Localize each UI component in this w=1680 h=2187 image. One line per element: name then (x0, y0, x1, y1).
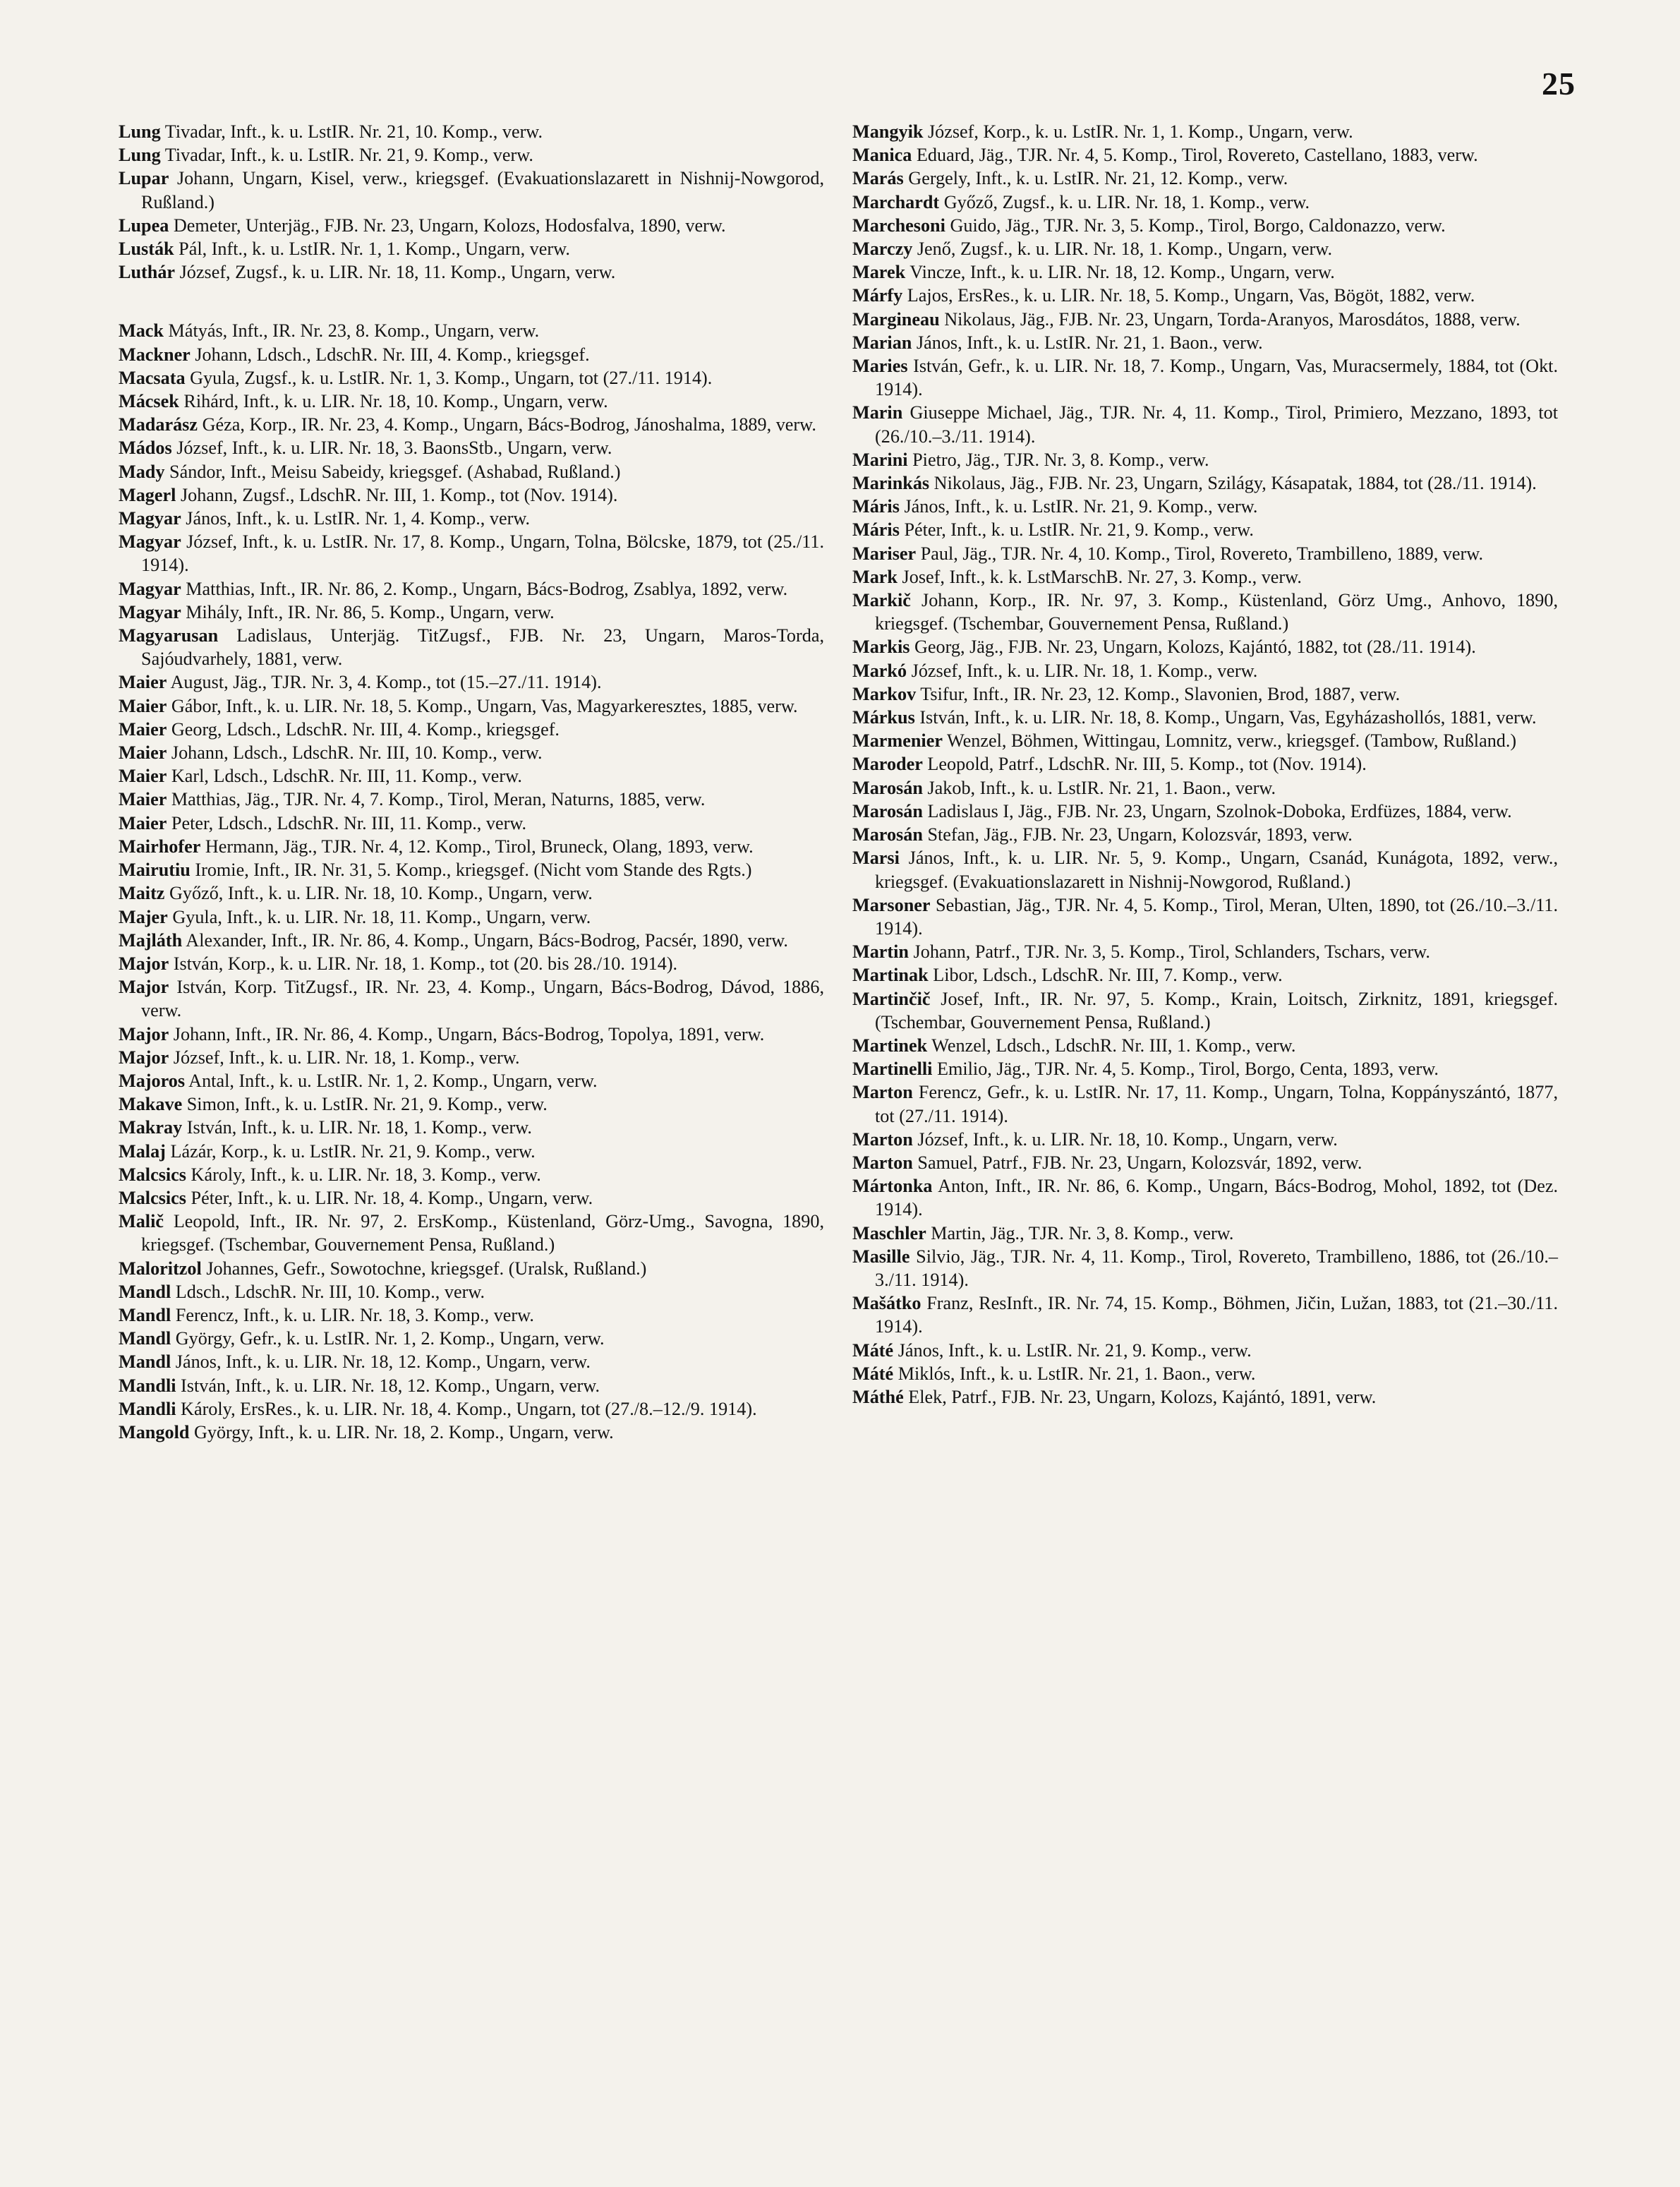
entry-details: Josef, Inft., IR. Nr. 97, 5. Komp., Krain, Loitsch, Zirknitz, 1891, kriegsgef. (Tschembar, Gouvernement Pensa, Rußland.) (875, 988, 1558, 1032)
entry-details: Matthias, Inft., IR. Nr. 86, 2. Komp., Ungarn, Bács-Bodrog, Zsablya, 1892, verw. (186, 578, 788, 599)
entry-surname: Markov (852, 683, 917, 704)
register-entry (852, 354, 1558, 401)
entry-surname: Lung (119, 121, 161, 142)
entry-details: Johann, Zugsf., LdschR. Nr. III, 1. Komp., tot (Nov. 1914). (180, 484, 618, 505)
entry-surname: Martin (852, 941, 909, 963)
entry-details: János, Inft., k. u. LstIR. Nr. 21, 9. Komp., verw. (898, 1339, 1252, 1361)
entry-surname: Mácsek (119, 391, 179, 412)
entry-surname: Major (119, 977, 169, 998)
register-entry (119, 975, 824, 1022)
entry-details: Nikolaus, Jäg., FJB. Nr. 23, Ungarn, Torda-Aranyos, Marosdátos, 1888, verw. (944, 308, 1521, 330)
entry-details: Gyula, Inft., k. u. LIR. Nr. 18, 11. Komp., Ungarn, verw. (172, 906, 591, 927)
register-entry (852, 471, 1558, 495)
register-entry (119, 835, 824, 858)
entry-surname: Máris (852, 496, 900, 517)
register-entry (852, 987, 1558, 1034)
entry-surname: Maroder (852, 754, 923, 775)
entry-surname: Mandli (119, 1398, 176, 1419)
entry-surname: Markis (852, 637, 910, 658)
entry-details: Peter, Ldsch., LdschR. Nr. III, 11. Komp., verw. (171, 812, 527, 833)
entry-surname: Mašátko (852, 1293, 921, 1314)
entry-surname: Márkus (852, 707, 915, 728)
register-entry (119, 1186, 824, 1210)
entry-surname: Máté (852, 1339, 894, 1361)
entry-details: Nikolaus, Jäg., FJB. Nr. 23, Ungarn, Szilágy, Kásapatak, 1884, tot (28./11. 1914). (933, 473, 1537, 494)
entry-surname: Marin (852, 402, 903, 423)
register-entry (119, 319, 824, 342)
entry-surname: Mady (119, 461, 165, 482)
entry-details: Mátyás, Inft., IR. Nr. 23, 8. Komp., Ungarn, verw. (168, 320, 540, 342)
entry-surname: Mairhofer (119, 836, 201, 857)
entry-details: Gergely, Inft., k. u. LstIR. Nr. 21, 12. Komp., verw. (908, 168, 1288, 189)
entry-surname: Marchesoni (852, 215, 945, 236)
register-entry (852, 800, 1558, 823)
register-entry (119, 1374, 824, 1397)
entry-details: Jakob, Inft., k. u. LstIR. Nr. 21, 1. Baon., verw. (927, 777, 1276, 798)
register-entry (852, 237, 1558, 260)
entry-surname: Mariser (852, 543, 917, 564)
entry-details: István, Inft., k. u. LIR. Nr. 18, 1. Komp., verw. (186, 1117, 532, 1138)
register-entry (119, 1257, 824, 1280)
register-entry (119, 1023, 824, 1046)
register-entry (852, 635, 1558, 658)
entry-surname: Magyar (119, 578, 181, 599)
entry-details: István, Gefr., k. u. LIR. Nr. 18, 7. Komp., Ungarn, Vas, Muracsermely, 1884, tot (Okt. 1914). (875, 356, 1558, 400)
entry-details: Simon, Inft., k. u. LstIR. Nr. 21, 9. Komp., verw. (186, 1094, 548, 1115)
entry-details: György, Inft., k. u. LIR. Nr. 18, 2. Komp., Ungarn, verw. (193, 1421, 614, 1442)
entry-details: István, Inft., k. u. LIR. Nr. 18, 12. Komp., Ungarn, verw. (181, 1375, 600, 1396)
register-entry (119, 1421, 824, 1444)
register-entry (852, 308, 1558, 331)
register-entry (852, 260, 1558, 284)
register-entry (119, 260, 824, 284)
entry-details: János, Inft., k. u. LstIR. Nr. 21, 9. Komp., verw. (904, 496, 1258, 517)
register-entry (119, 812, 824, 835)
entry-details: Károly, ErsRes., k. u. LIR. Nr. 18, 4. Komp., Ungarn, tot (27./8.–12./9. 1914). (181, 1398, 757, 1419)
entry-details: Gyula, Zugsf., k. u. LstIR. Nr. 1, 3. Komp., Ungarn, tot (27./11. 1914). (190, 367, 713, 388)
register-entry (852, 1174, 1558, 1221)
entry-surname: Máté (852, 1363, 894, 1384)
register-entry (119, 507, 824, 530)
register-entry (852, 401, 1558, 447)
entry-surname: Mangold (119, 1421, 190, 1442)
register-entry (852, 1151, 1558, 1174)
register-entry (119, 764, 824, 788)
register-entry (119, 530, 824, 577)
entry-surname: Marás (852, 168, 904, 189)
register-entry (852, 331, 1558, 354)
entry-surname: Maier (119, 742, 167, 764)
register-entry (119, 1397, 824, 1421)
register-entry (852, 1362, 1558, 1385)
register-entry (119, 670, 824, 694)
entry-details: Sebastian, Jäg., TJR. Nr. 4, 5. Komp., Tirol, Meran, Ulten, 1890, tot (26./10.–3./11. 1914). (875, 894, 1558, 939)
entry-details: Jenő, Zugsf., k. u. LIR. Nr. 18, 1. Komp., Ungarn, verw. (917, 239, 1333, 260)
register-entry (119, 858, 824, 881)
entry-surname: Mack (119, 320, 164, 342)
entry-details: Sándor, Inft., Meisu Sabeidy, kriegsgef. (Ashabad, Rußland.) (169, 461, 621, 482)
register-entry (852, 1057, 1558, 1080)
entry-surname: Mandl (119, 1351, 171, 1373)
entry-surname: Maloritzol (119, 1258, 202, 1279)
register-entry (119, 952, 824, 975)
entry-details: Miklós, Inft., k. u. LstIR. Nr. 21, 1. Baon., verw. (898, 1363, 1256, 1384)
entry-details: August, Jäg., TJR. Nr. 3, 4. Komp., tot (15.–27./11. 1914). (170, 672, 602, 693)
entry-details: Libor, Ldsch., LdschR. Nr. III, 7. Komp., verw. (933, 965, 1283, 986)
register-entry (852, 565, 1558, 589)
entry-details: Lázár, Korp., k. u. LstIR. Nr. 21, 9. Komp., verw. (170, 1140, 536, 1162)
register-entry (852, 893, 1558, 940)
entry-details: Győző, Inft., k. u. LIR. Nr. 18, 10. Komp., Ungarn, verw. (169, 883, 593, 904)
entry-details: Samuel, Patrf., FJB. Nr. 23, Ungarn, Kolozsvár, 1892, verw. (917, 1152, 1362, 1173)
entry-surname: Martinek (852, 1035, 928, 1056)
entry-details: Tsifur, Inft., IR. Nr. 23, 12. Komp., Slavonien, Brod, 1887, verw. (920, 683, 1401, 704)
entry-surname: Marmenier (852, 730, 943, 752)
entry-details: József, Zugsf., k. u. LIR. Nr. 18, 11. Komp., Ungarn, verw. (179, 262, 616, 283)
entry-surname: Magyar (119, 508, 181, 529)
entry-surname: Mandl (119, 1281, 171, 1302)
entry-surname: Mandl (119, 1328, 171, 1349)
entry-details: Ladislaus, Unterjäg. TitZugsf., FJB. Nr. 23, Ungarn, Maros-Torda, Sajóudvarhely, 1881, verw. (141, 625, 824, 670)
entry-details: Iromie, Inft., IR. Nr. 31, 5. Komp., kriegsgef. (Nicht vom Stande des Rgts.) (195, 860, 752, 881)
entry-details: Johannes, Gefr., Sowotochne, kriegsgef. (Uralsk, Rußland.) (206, 1258, 647, 1279)
entry-surname: Maschler (852, 1222, 926, 1243)
entry-surname: Maier (119, 812, 167, 833)
register-entry (119, 624, 824, 670)
register-entry (119, 1327, 824, 1350)
register-entry (852, 823, 1558, 846)
register-entry (852, 214, 1558, 237)
entry-details: György, Gefr., k. u. LstIR. Nr. 1, 2. Komp., Ungarn, verw. (175, 1328, 605, 1349)
entry-surname: Majer (119, 906, 168, 927)
entry-surname: Major (119, 1047, 169, 1068)
register-entry (119, 788, 824, 811)
register-entry (852, 706, 1558, 729)
entry-details: József, Inft., k. u. LIR. Nr. 18, 10. Komp., Ungarn, verw. (917, 1128, 1338, 1150)
register-entry (852, 1080, 1558, 1127)
entry-details: Alexander, Inft., IR. Nr. 86, 4. Komp., Ungarn, Bács-Bodrog, Pacsér, 1890, verw. (186, 929, 788, 951)
register-entry (119, 1163, 824, 1186)
entry-surname: Máris (852, 519, 900, 541)
register-entry (119, 881, 824, 905)
entry-details: Vincze, Inft., k. u. LIR. Nr. 18, 12. Komp., Ungarn, verw. (910, 262, 1335, 283)
entry-surname: Markó (852, 660, 907, 681)
entry-surname: Masille (852, 1246, 910, 1267)
entry-details: Johann, Inft., IR. Nr. 86, 4. Komp., Ungarn, Bács-Bodrog, Topolya, 1891, verw. (173, 1023, 765, 1044)
entry-surname: Mark (852, 566, 898, 587)
entry-details: Pál, Inft., k. u. LstIR. Nr. 1, 1. Komp., Ungarn, verw. (179, 239, 570, 260)
entry-surname: Maier (119, 718, 167, 740)
entry-details: Guido, Jäg., TJR. Nr. 3, 5. Komp., Tirol, Borgo, Caldonazzo, verw. (950, 215, 1446, 236)
register-entry (119, 390, 824, 413)
entry-surname: Mangyik (852, 121, 924, 142)
register-entry (852, 284, 1558, 307)
register-entry (852, 448, 1558, 471)
entry-surname: Malaj (119, 1140, 166, 1162)
register-entry (852, 846, 1558, 893)
entry-surname: Martinak (852, 965, 929, 986)
entry-details: Johann, Patrf., TJR. Nr. 3, 5. Komp., Tirol, Schlanders, Tschars, verw. (913, 941, 1430, 963)
entry-surname: Lung (119, 145, 161, 166)
entry-surname: Maier (119, 789, 167, 810)
register-entry (852, 1034, 1558, 1057)
entry-surname: Markič (852, 590, 911, 611)
entry-surname: Máthé (852, 1386, 904, 1407)
entry-surname: Mackner (119, 344, 191, 365)
entry-surname: Major (119, 953, 169, 974)
register-entry (119, 413, 824, 436)
register-entry (852, 167, 1558, 190)
register-entry (119, 1046, 824, 1069)
register-entry (852, 542, 1558, 565)
entry-details: Pietro, Jäg., TJR. Nr. 3, 8. Komp., verw. (912, 449, 1209, 470)
register-entry (119, 1140, 824, 1163)
entry-details: Hermann, Jäg., TJR. Nr. 4, 12. Komp., Tirol, Bruneck, Olang, 1893, verw. (205, 836, 754, 857)
register-entry (119, 343, 824, 366)
register-entry (852, 940, 1558, 963)
register-entry (119, 694, 824, 718)
entry-details: Károly, Inft., k. u. LIR. Nr. 18, 3. Komp., verw. (191, 1164, 541, 1185)
register-entry (119, 1280, 824, 1303)
entry-surname: Marchardt (852, 191, 940, 212)
entry-surname: Marosán (852, 777, 923, 798)
entry-details: Lajos, ErsRes., k. u. LIR. Nr. 18, 5. Komp., Ungarn, Vas, Bögöt, 1882, verw. (907, 285, 1475, 306)
entry-details: Ferencz, Inft., k. u. LIR. Nr. 18, 3. Komp., verw. (175, 1304, 534, 1325)
entry-surname: Maier (119, 766, 167, 787)
entry-surname: Mádos (119, 438, 172, 459)
entry-details: Leopold, Inft., IR. Nr. 97, 2. ErsKomp., Küstenland, Görz-Umg., Savogna, 1890, kriegsgef. (Tschembar, Gouvernement Pensa, Rußland.) (141, 1211, 824, 1255)
entry-surname: Majláth (119, 929, 183, 951)
register-entry (119, 143, 824, 167)
entry-details: János, Inft., k. u. LIR. Nr. 5, 9. Komp., Ungarn, Csanád, Kunágota, 1892, verw., kriegsgef. (Evakuationslazarett in Nishnij-Nowgorod, Rußland.) (875, 848, 1558, 892)
register-entry (119, 1210, 824, 1256)
entry-surname: Mártonka (852, 1176, 933, 1197)
entry-details: Ldsch., LdschR. Nr. III, 10. Komp., verw. (175, 1281, 485, 1302)
entry-details: József, Korp., k. u. LstIR. Nr. 1, 1. Komp., Ungarn, verw. (927, 121, 1353, 142)
entry-surname: Maier (119, 695, 167, 716)
register-entry (852, 682, 1558, 706)
entry-surname: Malcsics (119, 1164, 186, 1185)
register-entry (119, 237, 824, 260)
entry-details: Antal, Inft., k. u. LstIR. Nr. 1, 2. Komp., Ungarn, verw. (188, 1070, 598, 1091)
left-column (119, 120, 824, 1444)
entry-details: Péter, Inft., k. u. LIR. Nr. 18, 4. Komp., Ungarn, verw. (191, 1187, 593, 1208)
entry-details: István, Korp. TitZugsf., IR. Nr. 23, 4. Komp., Ungarn, Bács-Bodrog, Dávod, 1886, verw. (141, 977, 825, 1021)
entry-details: Stefan, Jäg., FJB. Nr. 23, Ungarn, Kolozsvár, 1893, verw. (927, 824, 1353, 845)
register-entry (119, 601, 824, 624)
entry-details: Wenzel, Böhmen, Wittingau, Lomnitz, verw., kriegsgef. (Tambow, Rußland.) (947, 730, 1517, 752)
register-entry (852, 659, 1558, 682)
register-entry (119, 214, 824, 237)
entry-details: Rihárd, Inft., k. u. LIR. Nr. 18, 10. Komp., Ungarn, verw. (183, 391, 608, 412)
entry-surname: Marton (852, 1152, 913, 1173)
register-entry (119, 460, 824, 483)
entry-details: Wenzel, Ldsch., LdschR. Nr. III, 1. Komp., verw. (931, 1035, 1296, 1056)
entry-surname: Malič (119, 1211, 164, 1232)
register-entry (852, 120, 1558, 143)
entry-details: János, Inft., k. u. LIR. Nr. 18, 12. Komp., Ungarn, verw. (175, 1351, 591, 1373)
entry-surname: Macsata (119, 367, 186, 388)
entry-details: Johann, Korp., IR. Nr. 97, 3. Komp., Küstenland, Görz Umg., Anhovo, 1890, kriegsgef. (Tschembar, Gouvernement Pensa, Rußland.) (875, 590, 1559, 634)
entry-details: Anton, Inft., IR. Nr. 86, 6. Komp., Ungarn, Bács-Bodrog, Mohol, 1892, tot (Dez. 1914). (875, 1176, 1558, 1220)
register-entry (119, 120, 824, 143)
entry-details: József, Inft., k. u. LIR. Nr. 18, 1. Komp., verw. (911, 660, 1258, 681)
entry-surname: Marini (852, 449, 908, 470)
entry-surname: Major (119, 1023, 169, 1044)
register-entry (852, 1291, 1558, 1338)
entry-details: Paul, Jäg., TJR. Nr. 4, 10. Komp., Tirol, Rovereto, Trambilleno, 1889, verw. (920, 543, 1483, 564)
register-entry (119, 1069, 824, 1092)
entry-details: József, Inft., k. u. LIR. Nr. 18, 3. BaonsStb., Ungarn, verw. (176, 438, 612, 459)
page-number: 25 (1542, 66, 1576, 102)
register-entry (119, 1116, 824, 1139)
register-entry (119, 167, 824, 213)
register-entry (852, 589, 1558, 635)
register-entry (119, 929, 824, 952)
entry-surname: Maitz (119, 883, 165, 904)
entry-surname: Majoros (119, 1070, 186, 1091)
register-entry (119, 436, 824, 459)
entry-surname: Magyarusan (119, 625, 219, 646)
entry-details: Tivadar, Inft., k. u. LstIR. Nr. 21, 10. Komp., verw. (164, 121, 543, 142)
entry-details: Eduard, Jäg., TJR. Nr. 4, 5. Komp., Tirol, Rovereto, Castellano, 1883, verw. (916, 145, 1478, 166)
entry-surname: Lupar (119, 168, 169, 189)
entry-details: Franz, ResInft., IR. Nr. 74, 15. Komp., Böhmen, Jičin, Lužan, 1883, tot (21.–30./11. 1914). (875, 1293, 1558, 1337)
register-entry (119, 1092, 824, 1116)
register-entry (852, 518, 1558, 541)
entry-surname: Maier (119, 672, 167, 693)
entry-details: Georg, Ldsch., LdschR. Nr. III, 4. Komp., kriegsgef. (171, 718, 560, 740)
entry-details: Karl, Ldsch., LdschR. Nr. III, 11. Komp., verw. (171, 766, 522, 787)
entry-surname: Maries (852, 356, 908, 377)
register-entry (852, 143, 1558, 167)
register-entry (852, 191, 1558, 214)
entry-details: Josef, Inft., k. k. LstMarschB. Nr. 27, 3. Komp., verw. (902, 566, 1302, 587)
entry-surname: Madarász (119, 414, 198, 435)
entry-details: Matthias, Jäg., TJR. Nr. 4, 7. Komp., Tirol, Meran, Naturns, 1885, verw. (171, 789, 706, 810)
entry-surname: Manica (852, 145, 912, 166)
register-entry (119, 1350, 824, 1373)
entry-surname: Lusták (119, 239, 174, 260)
register-entry (852, 963, 1558, 987)
register-entry (119, 1303, 824, 1327)
entry-surname: Marosán (852, 824, 923, 845)
entry-details: Ladislaus I, Jäg., FJB. Nr. 23, Ungarn, Szolnok-Doboka, Erdfüzes, 1884, verw. (927, 800, 1512, 821)
register-entry (852, 1222, 1558, 1245)
entry-surname: Márfy (852, 285, 903, 306)
register-entry (119, 483, 824, 507)
entry-surname: Marsoner (852, 894, 931, 915)
entry-details: Martin, Jäg., TJR. Nr. 3, 8. Komp., verw. (931, 1222, 1234, 1243)
entry-details: Győző, Zugsf., k. u. LIR. Nr. 18, 1. Komp., verw. (943, 191, 1310, 212)
entry-details: János, Inft., k. u. LstIR. Nr. 21, 1. Baon., verw. (916, 332, 1263, 353)
entry-details: István, Inft., k. u. LIR. Nr. 18, 8. Komp., Ungarn, Vas, Egyházashollós, 1881, verw. (919, 707, 1537, 728)
entry-details: Ferencz, Gefr., k. u. LstIR. Nr. 17, 11. Komp., Ungarn, Tolna, Koppányszántó, 1877, tot (27./11. 1914). (875, 1082, 1559, 1126)
register-entry (852, 752, 1558, 776)
entry-surname: Makave (119, 1094, 183, 1115)
entry-details: Gábor, Inft., k. u. LIR. Nr. 18, 5. Komp., Ungarn, Vas, Magyarkeresztes, 1885, verw. (171, 695, 798, 716)
entry-surname: Marsi (852, 848, 900, 869)
entry-details: Emilio, Jäg., TJR. Nr. 4, 5. Komp., Tirol, Borgo, Centa, 1893, verw. (937, 1059, 1439, 1080)
entry-surname: Mairutiu (119, 860, 191, 881)
entry-details: Leopold, Patrf., LdschR. Nr. III, 5. Komp., tot (Nov. 1914). (927, 754, 1367, 775)
register-entry (119, 366, 824, 390)
register-entry (852, 495, 1558, 518)
right-column (852, 120, 1558, 1409)
entry-details: Elek, Patrf., FJB. Nr. 23, Ungarn, Kolozs, Kajántó, 1891, verw. (908, 1386, 1377, 1407)
entry-surname: Marton (852, 1128, 913, 1150)
entry-details: József, Inft., k. u. LIR. Nr. 18, 1. Komp., verw. (173, 1047, 520, 1068)
entry-surname: Marczy (852, 239, 913, 260)
entry-details: Péter, Inft., k. u. LstIR. Nr. 21, 9. Komp., verw. (904, 519, 1254, 541)
entry-details: István, Korp., k. u. LIR. Nr. 18, 1. Komp., tot (20. bis 28./10. 1914). (173, 953, 678, 974)
register-entry (119, 741, 824, 764)
entry-surname: Marian (852, 332, 912, 353)
entry-details: Johann, Ldsch., LdschR. Nr. III, 10. Komp., verw. (171, 742, 543, 764)
entry-surname: Marton (852, 1082, 913, 1103)
entry-surname: Magerl (119, 484, 176, 505)
entry-details: Silvio, Jäg., TJR. Nr. 4, 11. Komp., Tirol, Rovereto, Trambilleno, 1886, tot (26./10.–3./11. 1914). (875, 1246, 1559, 1290)
register-entry (852, 776, 1558, 800)
entry-surname: Lupea (119, 215, 169, 236)
entry-details: Géza, Korp., IR. Nr. 23, 4. Komp., Ungarn, Bács-Bodrog, Jánoshalma, 1889, verw. (202, 414, 816, 435)
register-entry (119, 905, 824, 929)
entry-details: Mihály, Inft., IR. Nr. 86, 5. Komp., Ungarn, verw. (186, 601, 555, 622)
entry-details: József, Inft., k. u. LstIR. Nr. 17, 8. Komp., Ungarn, Tolna, Bölcske, 1879, tot (25./11. 1914). (141, 531, 824, 576)
entry-surname: Marek (852, 262, 906, 283)
entry-surname: Magyar (119, 601, 181, 622)
entry-details: Johann, Ldsch., LdschR. Nr. III, 4. Komp., kriegsgef. (195, 344, 590, 365)
entry-details: Tivadar, Inft., k. u. LstIR. Nr. 21, 9. Komp., verw. (164, 145, 533, 166)
entry-surname: Luthár (119, 262, 176, 283)
entry-details: Demeter, Unterjäg., FJB. Nr. 23, Ungarn, Kolozs, Hodosfalva, 1890, verw. (173, 215, 726, 236)
entry-surname: Makray (119, 1117, 183, 1138)
entry-surname: Mandli (119, 1375, 176, 1396)
entry-surname: Martinčič (852, 988, 931, 1009)
entry-details: Johann, Ungarn, Kisel, verw., kriegsgef. (Evakuationslazarett in Nishnij-Nowgorod, Rußland.) (141, 168, 824, 212)
entry-details: János, Inft., k. u. LstIR. Nr. 1, 4. Komp., verw. (186, 508, 531, 529)
register-entry (852, 1385, 1558, 1409)
entry-surname: Malcsics (119, 1187, 186, 1208)
entry-surname: Mandl (119, 1304, 171, 1325)
entry-surname: Martinelli (852, 1059, 933, 1080)
entry-surname: Marinkás (852, 473, 930, 494)
register-entry (852, 1128, 1558, 1151)
entry-details: Giuseppe Michael, Jäg., TJR. Nr. 4, 11. Komp., Tirol, Primiero, Mezzano, 1893, tot (26./10.–3./11. 1914). (875, 402, 1559, 447)
register-entry (119, 577, 824, 601)
entry-surname: Marosán (852, 800, 923, 821)
entry-surname: Margineau (852, 308, 940, 330)
entry-details: Georg, Jäg., FJB. Nr. 23, Ungarn, Kolozs, Kajántó, 1882, tot (28./11. 1914). (914, 637, 1476, 658)
register-entry (852, 1339, 1558, 1362)
entry-surname: Magyar (119, 531, 181, 553)
register-entry (852, 729, 1558, 752)
register-entry (119, 718, 824, 741)
register-entry (852, 1245, 1558, 1291)
